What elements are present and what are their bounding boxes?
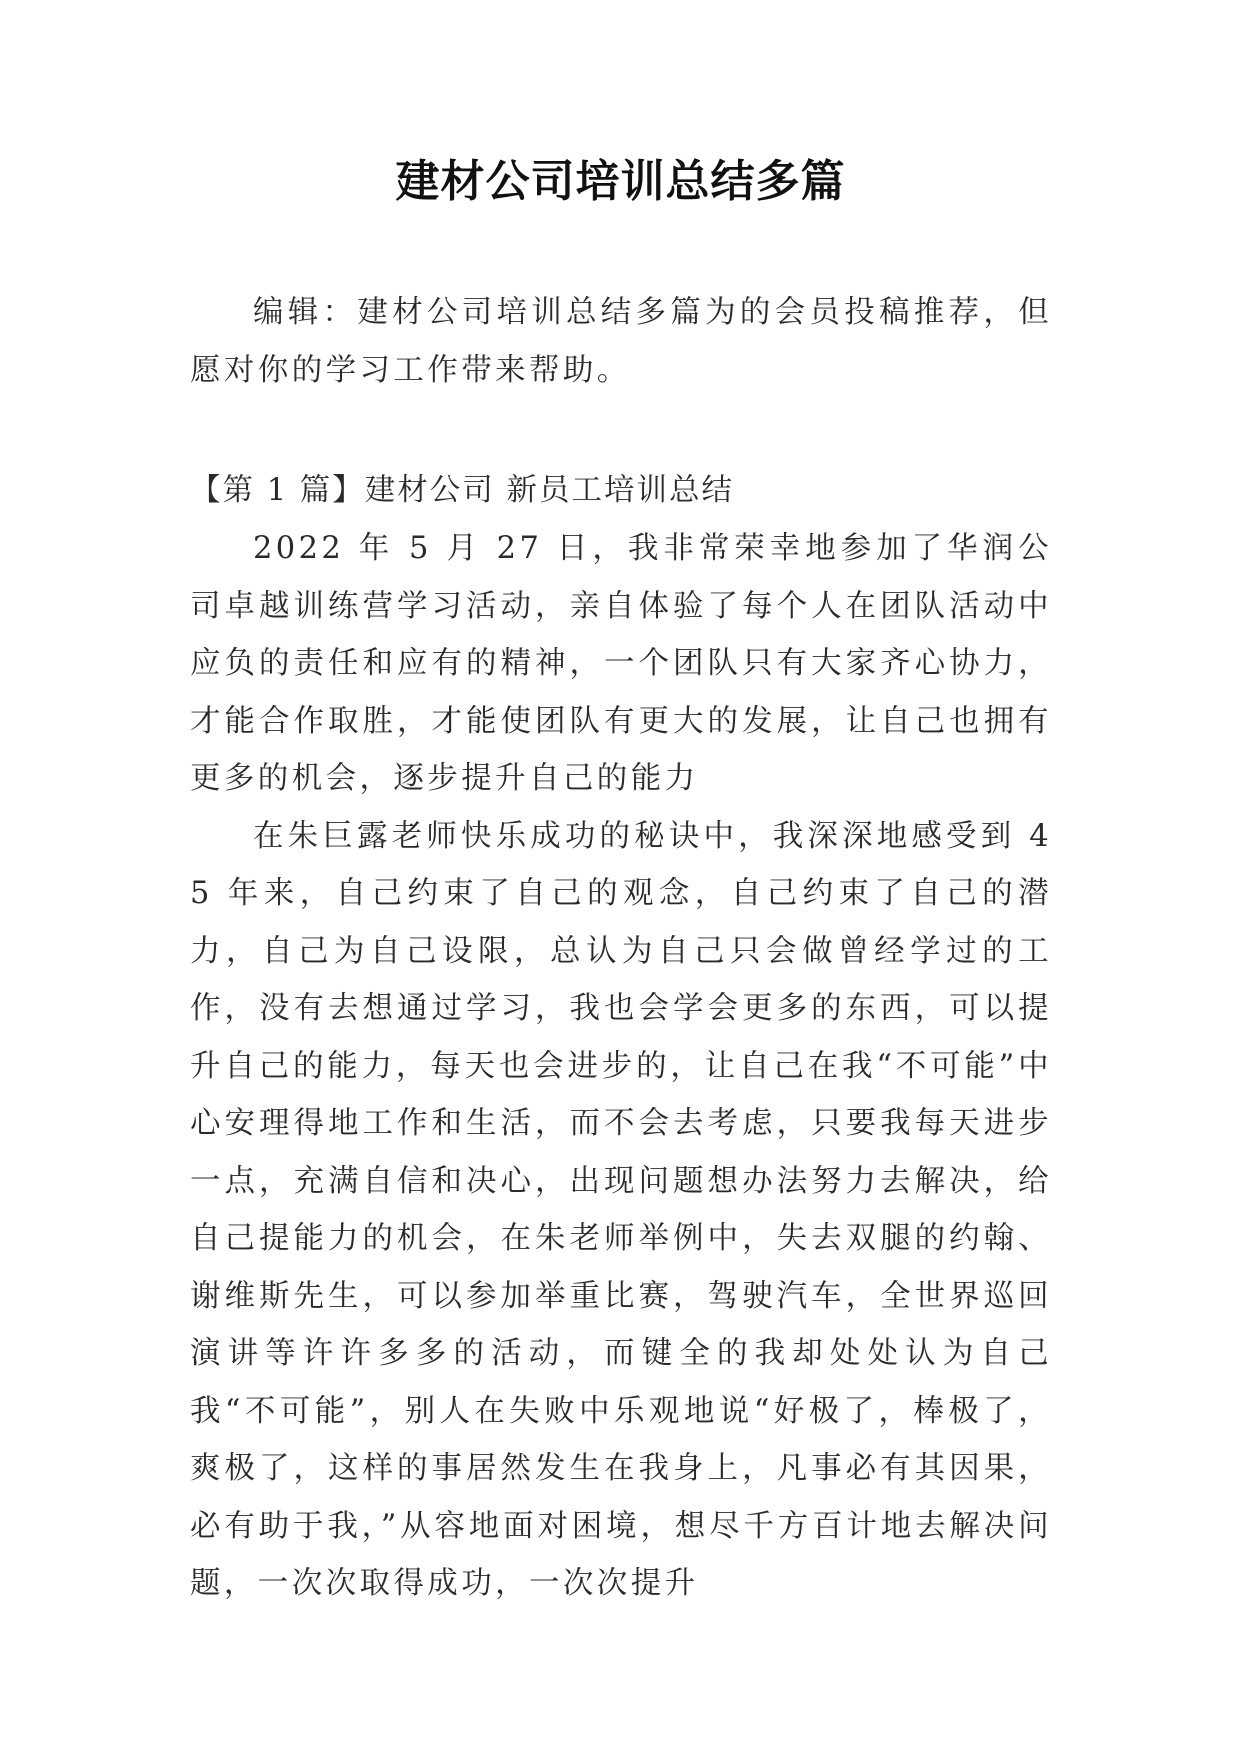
body-paragraph-1: 2022 年 5 月 27 日，我非常荣幸地参加了华润公司卓越训练营学习活动，亲自体验了每个人在团队活动中应负的责任和应有的精神，一个团队只有大家齐心协力，才能合作取胜，才能使团队有更大的发展，让自己也拥有更多的机会，逐步提升自己的能力 [190,531,1052,796]
intro-paragraph: 编辑：建材公司培训总结多篇为的会员投稿推荐，但愿对你的学习工作带来帮助。 [190,295,1052,388]
body-paragraph-2: 在朱巨露老师快乐成功的秘诀中，我深深地感受到 45 年来，自己约束了自己的观念，自己约束了自己的潜力，自己为自己设限，总认为自己只会做曾经学过的工作，没有去想通过学习，我也会学会更多的东西，可以提升自己的能力，每天也会进步的，让自己在我“不可能”中心安理得地工作和生活，而不会去考虑，只要我每天进步一点，充满自信和决心，出现问题想办法努力去解决，给自己提能力的机会，在朱老师举例中，失去双腿的约翰、谢维斯先生，可以参加举重比赛，驾驶汽车，全世界巡回演讲等许许多多的活动，而键全的我却处处认为自己我“不可能”，别人在失败中乐观地说“好极了，棒极了，爽极了，这样的事居然发生在我身上，凡事必有其因果，必有助于我，”从容地面对困境，想尽千方百计地去解决问题，一次次取得成功，一次次提升 [190,818,1052,1601]
document-title: 建材公司培训总结多篇 [395,156,846,207]
intro-block [190,284,1052,399]
section-heading: 【第 1 篇】建材公司 新员工培训总结 [190,473,734,508]
body-block [190,520,1052,1613]
section-heading-block [190,462,1052,520]
